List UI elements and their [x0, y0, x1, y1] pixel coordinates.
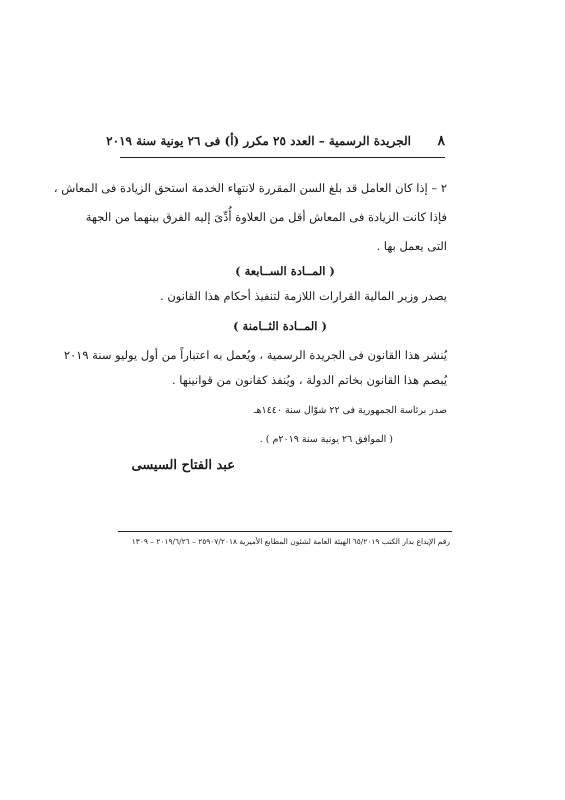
clause-2-line-2: فإذا كانت الزيادة فى المعاش أقل من العلاوة أُدِّىَ إليه الفرق بينهما من الجهة [85, 210, 447, 224]
gregorian-date-line: ( الموافق ٢٦ يونية سنة ٢٠١٩م ) . [259, 434, 393, 445]
page-header [106, 133, 445, 155]
deposit-footer: رقم الإيداع بدار الكتب ٦٥/٢٠١٩ الهيئة العامة لشئون المطابع الأميرية ٢٥٩٠٧/٢٠١٨ – ٢٠١٩/٦/٢٦ – ١٣٠٩ [131, 537, 450, 546]
article-7-text: يصدر وزير المالية القرارات اللازمة لتنفيذ أحكام هذا القانون . [160, 289, 447, 303]
header-divider [120, 157, 445, 158]
article-7-heading: ( المــادة الســابعة ) [235, 264, 335, 278]
article-8-heading: ( المــادة الثــامنة ) [233, 319, 327, 333]
footer-divider [118, 531, 452, 532]
page-number: ٨ [437, 133, 445, 149]
president-signature: عبد الفتاح السيسى [131, 458, 235, 473]
issued-date-line: صدر برئاسة الجمهورية فى ٢٢ شوّال سنة ١٤٤٠هـ [253, 405, 447, 416]
article-8-line-2: يُبصم هذا القانون بخاتم الدولة ، ويُنفذ كقانون من قوانينها . [171, 373, 447, 387]
gazette-header-title: الجريدة الرسمية – العدد ٢٥ مكرر (أ) فى ٢٦ يونية سنة ٢٠١٩ [106, 134, 411, 148]
article-8-line-1: يُنشر هذا القانون فى الجريدة الرسمية ، ويُعمل به اعتباراً من أول يوليو سنة ٢٠١٩ [63, 348, 447, 362]
clause-2-line-3: التى يعمل بها . [376, 239, 447, 253]
clause-2-line-1: ٢ – إذا كان العامل قد بلغ السن المقررة لانتهاء الخدمة استحق الزيادة فى المعاش ، [53, 181, 447, 195]
